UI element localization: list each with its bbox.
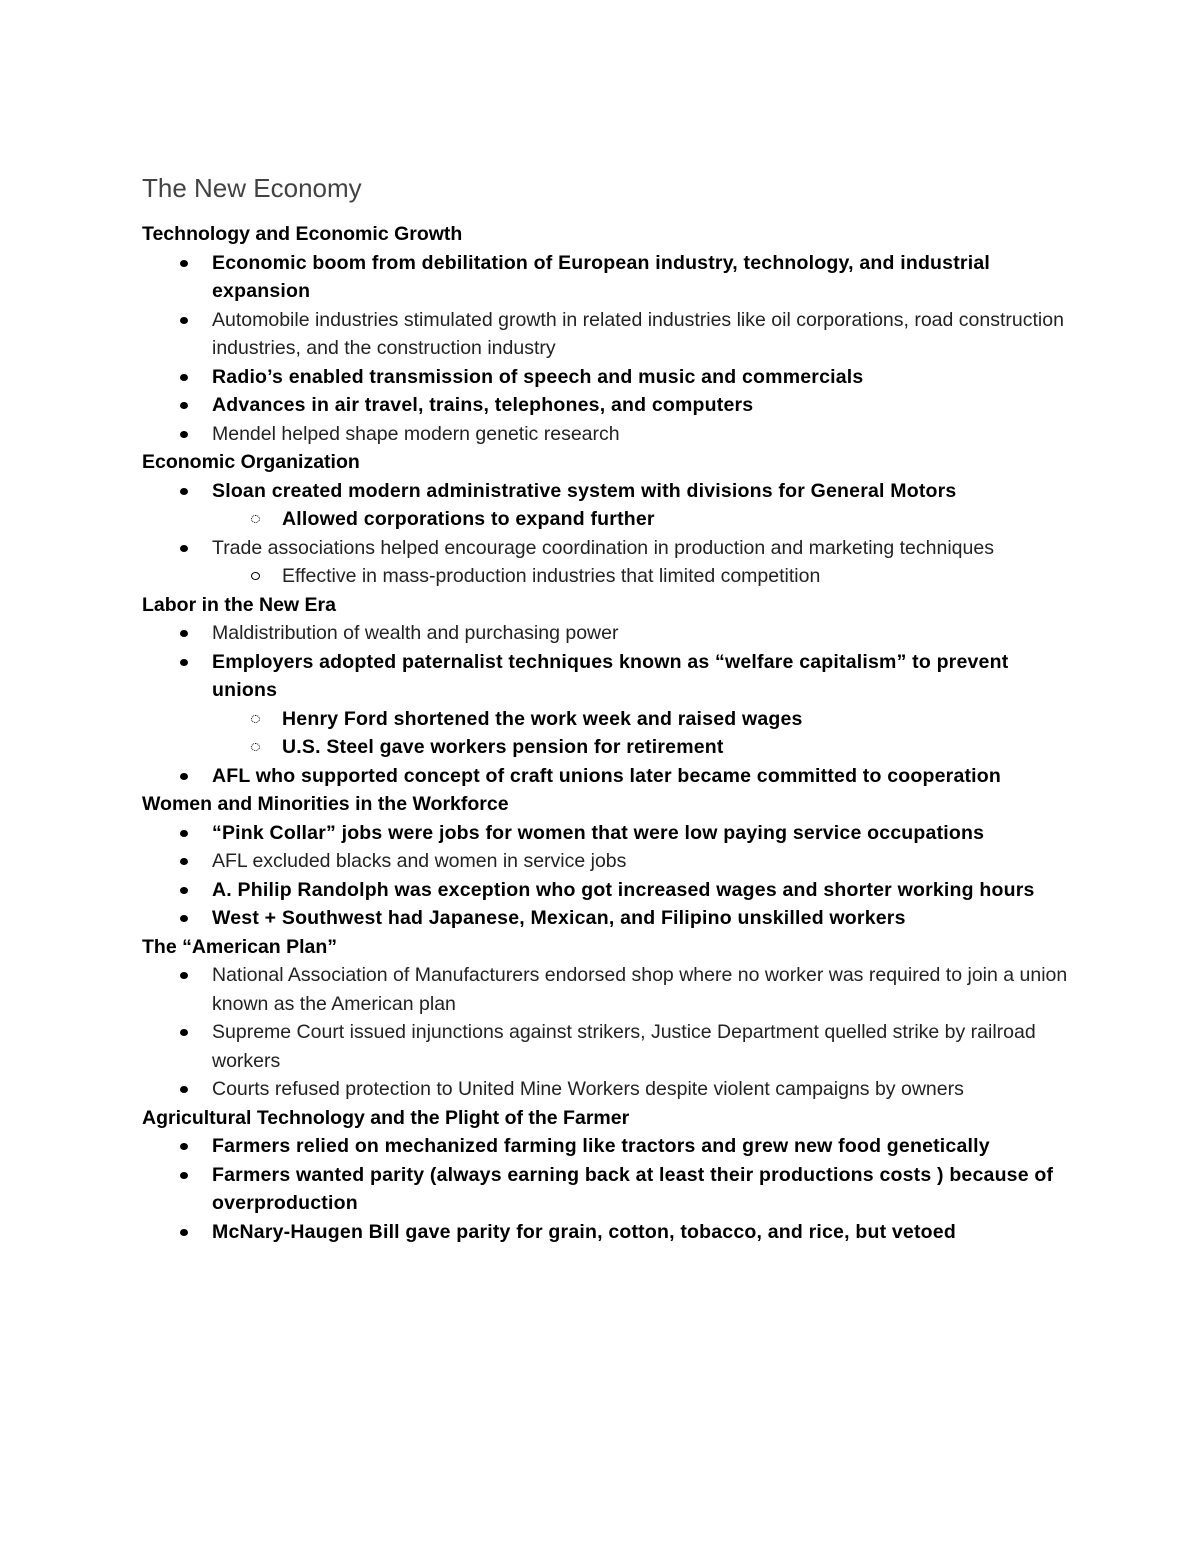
list-item-text: Economic boom from debilitation of European industry, technology, and industrial expansion [212,251,990,302]
list-item [142,1161,1072,1218]
list-item-text: Automobile industries stimulated growth in related industries like oil corporations, road construction industries, and the construction industry [212,308,1064,359]
section-heading: The “American Plan” [142,935,338,958]
bullet-disc-icon [180,374,188,381]
sub-bullet-list [142,562,1072,591]
document-title: The New Economy [142,173,362,203]
list-item [142,420,1072,449]
list-item [142,619,1072,648]
list-item [142,819,1072,848]
document-page [142,170,1072,1246]
list-item-text: Radio’s enabled transmission of speech and music and commercials [212,365,864,388]
bullet-disc-icon [180,915,188,922]
list-item [142,1075,1072,1104]
list-item-text: Sloan created modern administrative system with divisions for General Motors [212,479,957,502]
list-item-text: AFL excluded blacks and women in service jobs [212,850,627,872]
bullet-disc-icon [180,260,188,267]
list-item [142,391,1072,420]
list-item-text: Courts refused protection to United Mine Workers despite violent campaigns by owners [212,1078,964,1100]
bullet-list [142,477,1072,591]
bullet-disc-icon [180,887,188,894]
list-item [142,648,1072,762]
bullet-disc-icon [180,1172,188,1179]
list-item-text: Maldistribution of wealth and purchasing power [212,622,619,644]
list-item [142,904,1072,933]
section-heading: Economic Organization [142,451,360,473]
sub-list-item [142,505,1072,534]
bullet-disc-icon [180,545,188,552]
list-item-text: Trade associations helped encourage coordination in production and marketing techniques [212,536,994,559]
bullet-list [142,819,1072,933]
section-heading: Labor in the New Era [142,593,336,616]
sub-list-item [142,733,1072,762]
bullet-circle-icon [251,743,260,751]
list-item-text: A. Philip Randolph was exception who got increased wages and shorter working hours [212,878,1035,901]
list-item [142,1018,1072,1075]
bullet-disc-icon [180,402,188,409]
list-item [142,306,1072,363]
list-item [142,249,1072,306]
bullet-disc-icon [180,1086,188,1093]
sub-list-item-text: Allowed corporations to expand further [282,508,655,530]
section-heading: Technology and Economic Growth [142,223,463,245]
bullet-disc-icon [180,659,188,666]
bullet-circle-icon [251,515,260,523]
list-item-text: Employers adopted paternalist techniques known as “welfare capitalism” to prevent unions [212,650,1009,701]
bullet-disc-icon [180,488,188,495]
bullet-circle-icon [251,572,260,580]
list-item-text: National Association of Manufacturers endorsed shop where no worker was required to join a union known as the American plan [212,964,1068,1015]
bullet-disc-icon [180,317,188,324]
list-item-text: Advances in air travel, trains, telephones, and computers [212,394,754,416]
bullet-disc-icon [180,1143,188,1150]
list-item [142,534,1072,591]
list-item-text: Mendel helped shape modern genetic research [212,422,620,445]
list-item [142,1218,1072,1247]
list-item [142,477,1072,534]
bullet-circle-icon [251,715,260,723]
sub-list-item [142,562,1072,591]
section-heading: Women and Minorities in the Workforce [142,793,509,815]
bullet-disc-icon [180,1029,188,1036]
bullet-disc-icon [180,858,188,865]
list-item [142,847,1072,876]
bullet-disc-icon [180,1229,188,1236]
bullet-disc-icon [180,773,188,780]
bullet-list [142,249,1072,449]
list-item [142,961,1072,1018]
bullet-disc-icon [180,830,188,837]
bullet-list [142,961,1072,1104]
sub-list-item-text: Henry Ford shortened the work week and raised wages [282,707,803,730]
bullet-disc-icon [180,431,188,438]
sub-list-item-text: U.S. Steel gave workers pension for retirement [282,736,724,758]
sub-list-item [142,705,1072,734]
list-item-text: Farmers wanted parity (always earning back at least their productions costs ) because of overproduction [212,1163,1054,1214]
bullet-disc-icon [180,630,188,637]
list-item-text: Farmers relied on mechanized farming like tractors and grew new food genetically [212,1135,990,1157]
list-item [142,876,1072,905]
list-item-text: Supreme Court issued injunctions against strikers, Justice Department quelled strike by railroad workers [212,1021,1036,1072]
sub-list-item-text: Effective in mass-production industries that limited competition [282,565,821,587]
bullet-list [142,619,1072,790]
bullet-list [142,1132,1072,1246]
sub-bullet-list [142,705,1072,762]
bullet-disc-icon [180,972,188,979]
list-item-text: West + Southwest had Japanese, Mexican, and Filipino unskilled workers [212,907,906,929]
section-heading: Agricultural Technology and the Plight of the Farmer [142,1106,630,1129]
list-item [142,363,1072,392]
list-item-text: AFL who supported concept of craft unions later became committed to cooperation [212,764,1002,787]
list-item [142,1132,1072,1161]
list-item-text: “Pink Collar” jobs were jobs for women that were low paying service occupations [212,821,985,844]
document-body [142,220,1072,1246]
sub-bullet-list [142,505,1072,534]
list-item [142,762,1072,791]
list-item-text: McNary-Haugen Bill gave parity for grain, cotton, tobacco, and rice, but vetoed [212,1220,956,1243]
